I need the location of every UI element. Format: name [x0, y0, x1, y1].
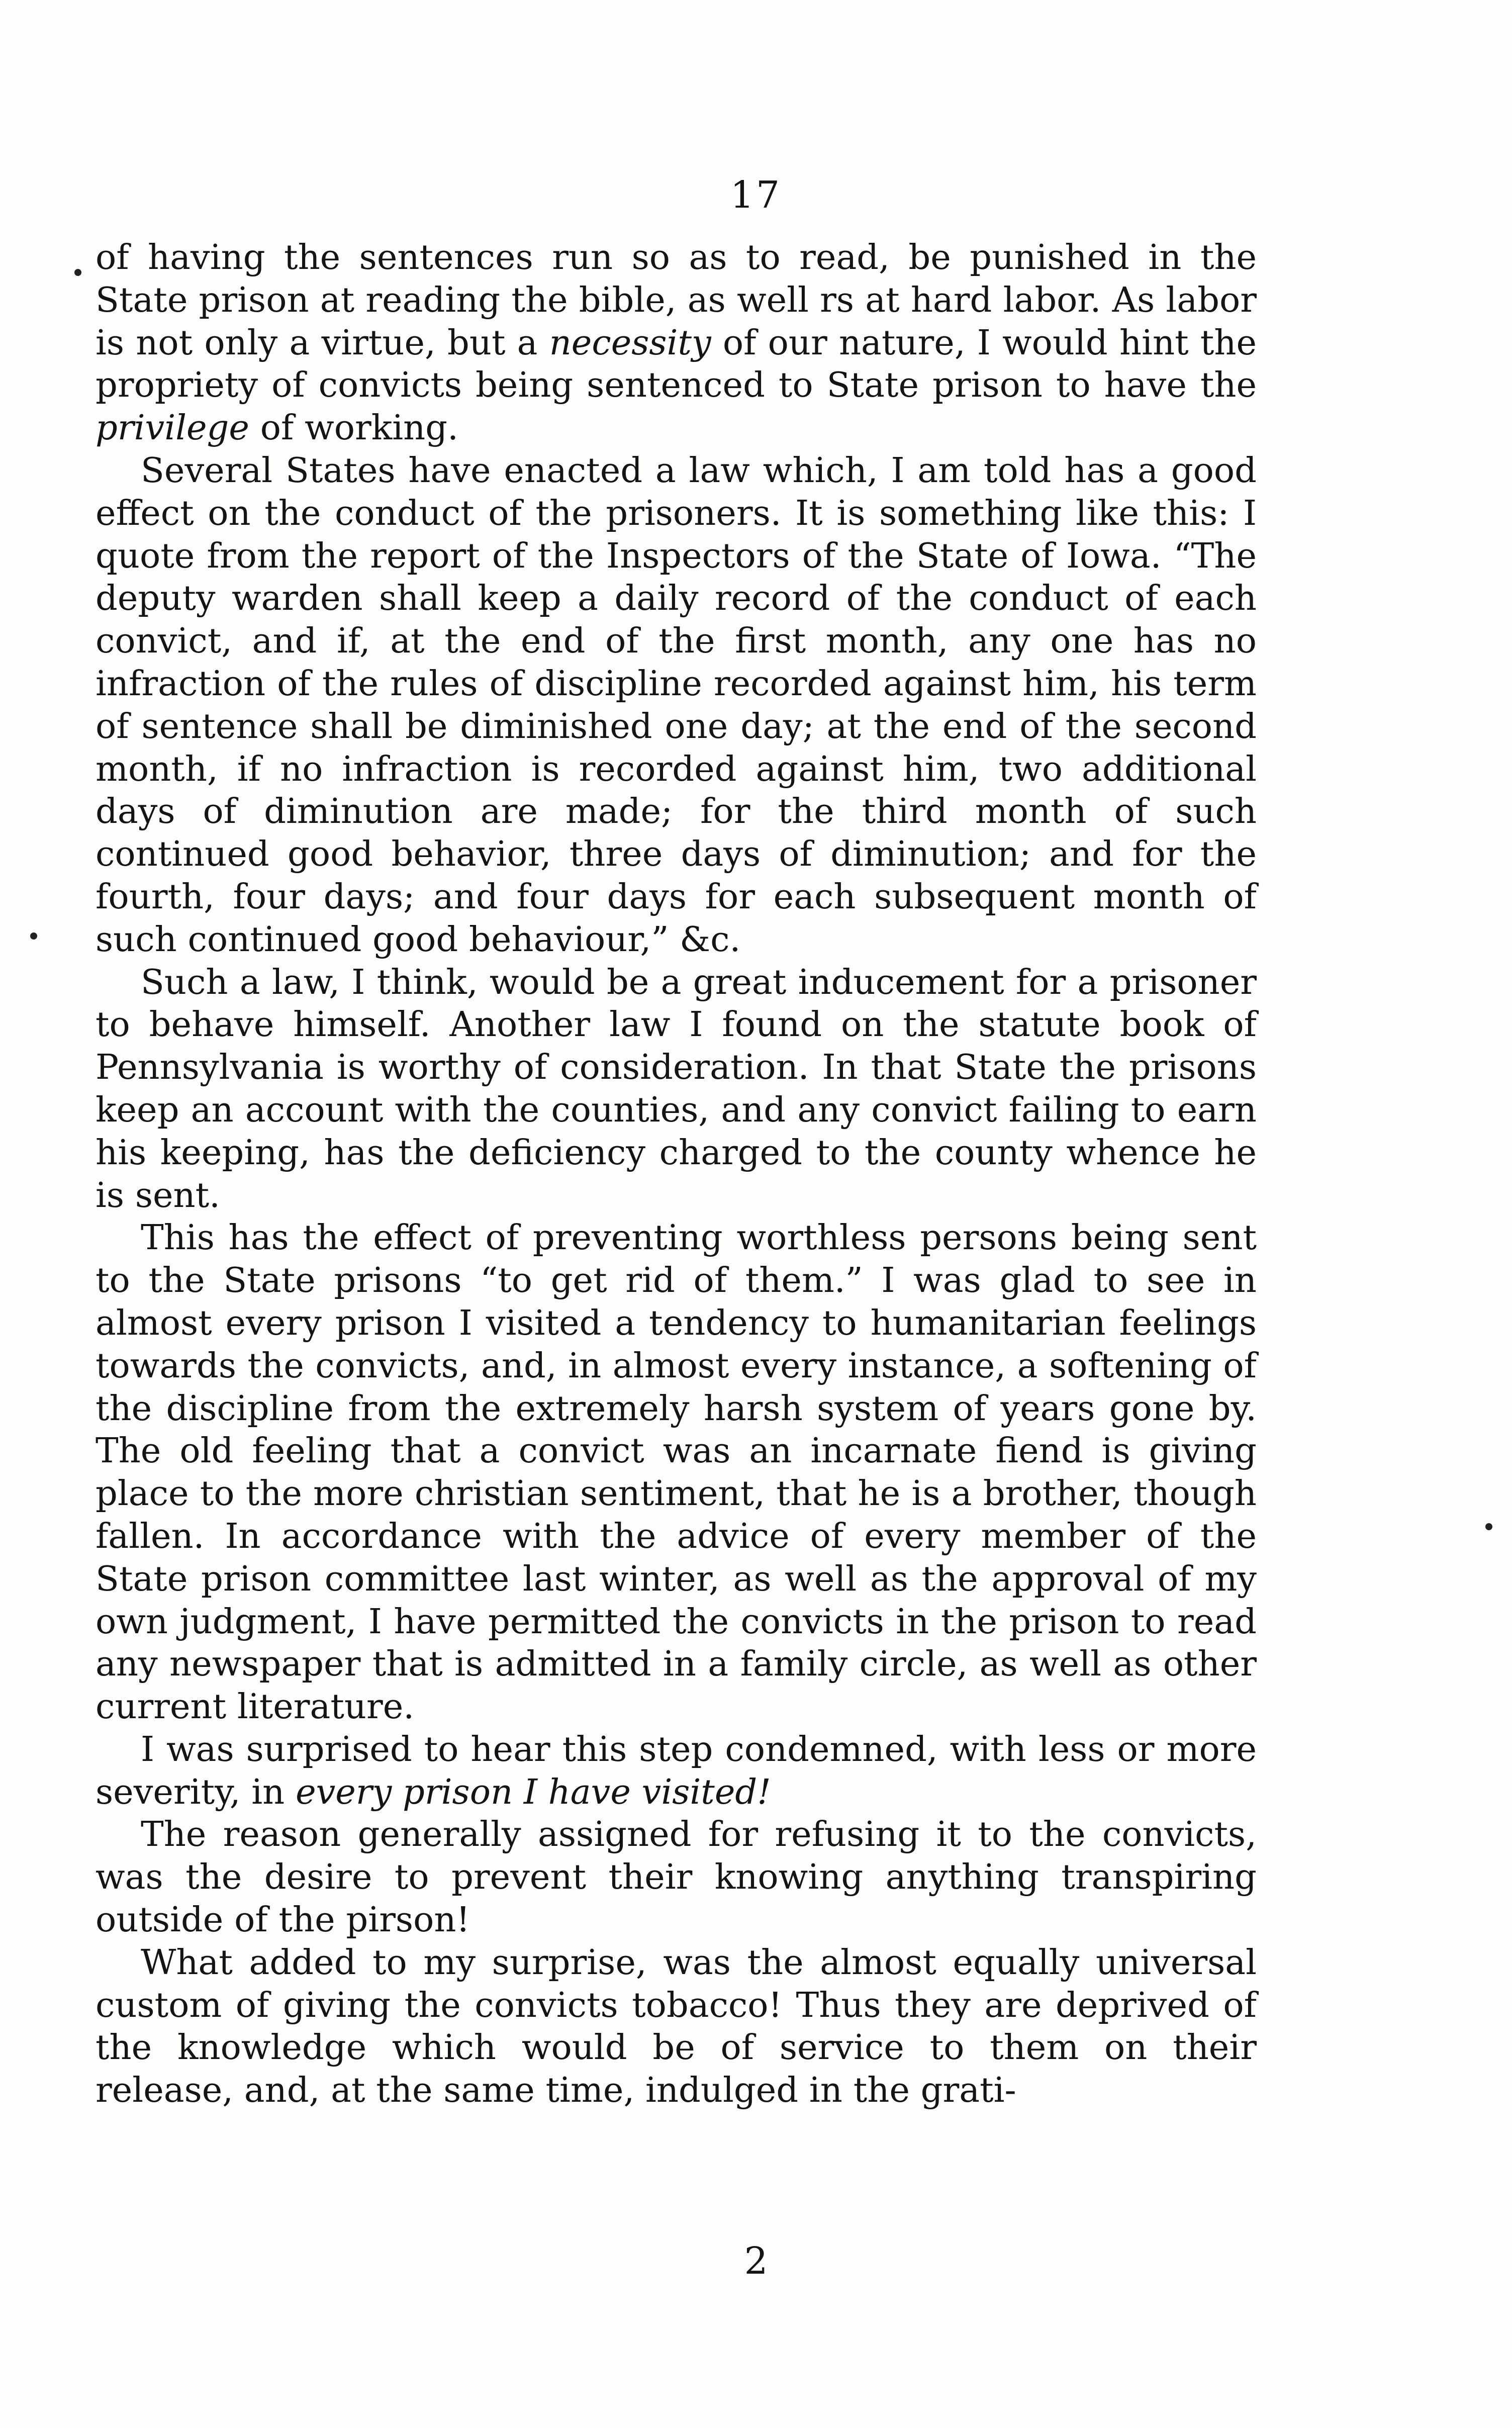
paragraph-1-part-a: of having the sentences run so as to read, be punished in the State prison at reading the bible, as well rs at hard labor. As labor is not only a virtue, but a — [96, 237, 1257, 363]
page-number: 17 — [730, 173, 782, 217]
paragraph-5 — [96, 1728, 1257, 1814]
paragraph-1-part-c: of working. — [249, 408, 458, 448]
paragraph-6: The reason generally assigned for refusing it to the convicts, was the desire to prevent their knowing anything transpiring outside of the pirson! — [96, 1814, 1257, 1940]
paragraph-1-part-b: of our nature, I would hint the propriety of convicts being sentenced to State prison to have the — [96, 322, 1257, 406]
print-speck — [1485, 1523, 1492, 1530]
emphasis-privilege: privilege — [96, 408, 249, 448]
paragraph-1 — [96, 236, 1257, 449]
signature-mark: 2 — [744, 2239, 768, 2283]
paragraph-2: Several States have enacted a law which, I am told has a good effect on the conduct of the prisoners. It is something like this: I quote from the report of the Inspectors of the State of Iowa. “The deputy warden shall keep a daily record of the conduct of each convict, and if, at the end of the first month, any one has no infraction of the rules of discipline recorded against him, his term of sentence shall be diminished one day; at the end of the second month, if no infraction is recorded against him, two additional days of diminution are made; for the third month of such continued good behavior, three days of diminution; and for the fourth, four days; and four days for each subsequent month of such continued good behaviour,” &c. — [96, 450, 1257, 960]
print-speck — [30, 932, 37, 940]
emphasis-every-prison: every prison I have visited! — [296, 1771, 771, 1812]
paragraph-5-text: I was surprised to hear this step condemned, with less or more severity, in — [96, 1729, 1257, 1812]
emphasis-necessity: necessity — [549, 322, 711, 363]
paragraph-4: This has the effect of preventing worthless persons being sent to the State prisons “to get rid of them.” I was glad to see in almost every prison I visited a tendency to humanitarian feelings towards the convicts, and, in almost every instance, a softening of the discipline from the extremely harsh system of years gone by. The old feeling that a convict was an incarnate fiend is giving place to the more christian sentiment, that he is a brother, though fallen. In accordance with the advice of every member of the State prison committee last winter, as well as the approval of my own judgment, I have permitted the convicts in the prison to read any newspaper that is admitted in a family circle, as well as other current literature. — [96, 1218, 1257, 1727]
paragraph-7: What added to my surprise, was the almost equally universal custom of giving the convicts tobacco! Thus they are deprived of the knowledge which would be of service to them on their release, and, at the same time, indulged in the grati- — [96, 1942, 1257, 2111]
print-speck — [74, 269, 81, 276]
body-text — [96, 236, 1257, 2112]
paragraph-3: Such a law, I think, would be a great inducement for a prisoner to behave himself. Another law I found on the statute book of Pennsylvania is worthy of consideration. In that State the prisons keep an account with the counties, and any convict failing to earn his keeping, has the deficiency charged to the county whence he is sent. — [96, 962, 1257, 1216]
